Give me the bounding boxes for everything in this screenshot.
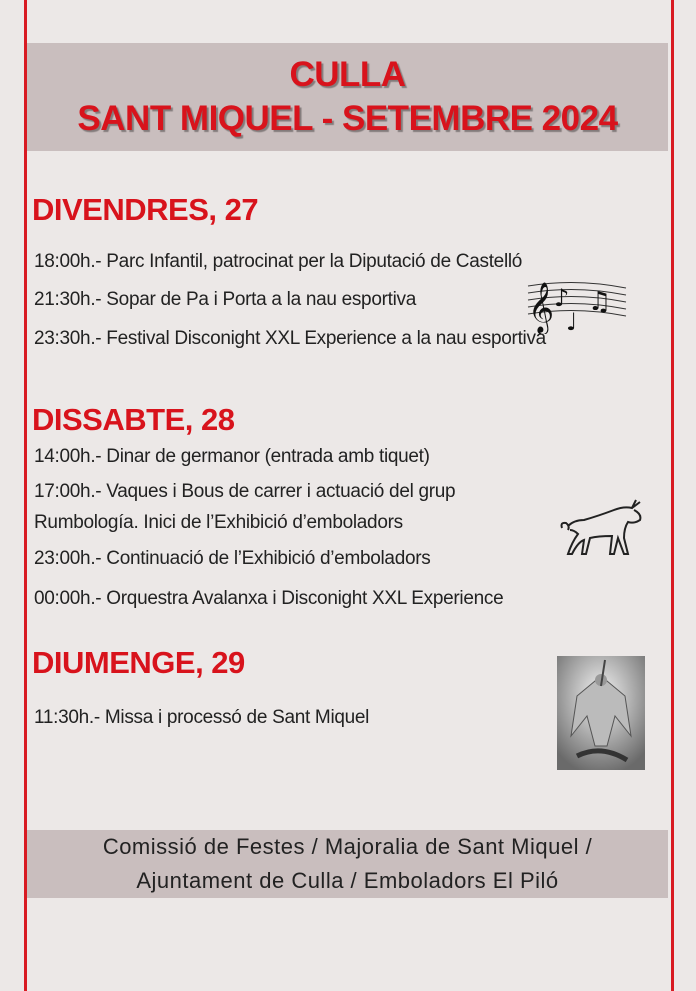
event-item: 18:00h.- Parc Infantil, patrocinat per la Diputació de Castelló (34, 251, 523, 272)
day-heading-saturday: DISSABTE, 28 (32, 402, 235, 437)
music-notes-icon (526, 276, 628, 334)
footer-banner (27, 830, 668, 898)
title-banner (27, 43, 668, 151)
title-town: CULLA (289, 55, 406, 94)
day-heading-friday: DIVENDRES, 27 (32, 192, 259, 227)
event-item: 14:00h.- Dinar de germanor (entrada amb tiquet) (34, 446, 430, 467)
bull-icon (558, 498, 646, 558)
event-item: 21:30h.- Sopar de Pa i Porta a la nau esportiva (34, 289, 416, 310)
event-item: 00:00h.- Orquestra Avalanxa i Disconight XXL Experience (34, 588, 504, 609)
day-heading-sunday: DIUMENGE, 29 (32, 645, 245, 680)
event-item: 11:30h.- Missa i processó de Sant Miquel (34, 707, 370, 728)
svg-text:𝄞: 𝄞 (528, 282, 555, 333)
svg-text:♪: ♪ (554, 284, 570, 312)
event-item: 23:30h.- Festival Disconight XXL Experience a la nau esportiva (34, 328, 546, 349)
saint-michael-image (557, 656, 645, 770)
svg-text:♫: ♫ (588, 287, 612, 317)
svg-text:♩: ♩ (566, 308, 578, 334)
event-item: Rumbología. Inici de l’Exhibició d’emboladors (34, 512, 403, 533)
title-event: SANT MIQUEL - SETEMBRE 2024 (77, 99, 618, 138)
event-item: 17:00h.- Vaques i Bous de carrer i actuació del grup (34, 481, 456, 502)
event-item: 23:00h.- Continuació de l’Exhibició d’emboladors (34, 548, 431, 569)
footer-organizers-line1: Comissió de Festes / Majoralia de Sant Miquel / (102, 834, 593, 859)
footer-organizers-line2: Ajuntament de Culla / Emboladors El Piló (136, 868, 559, 893)
